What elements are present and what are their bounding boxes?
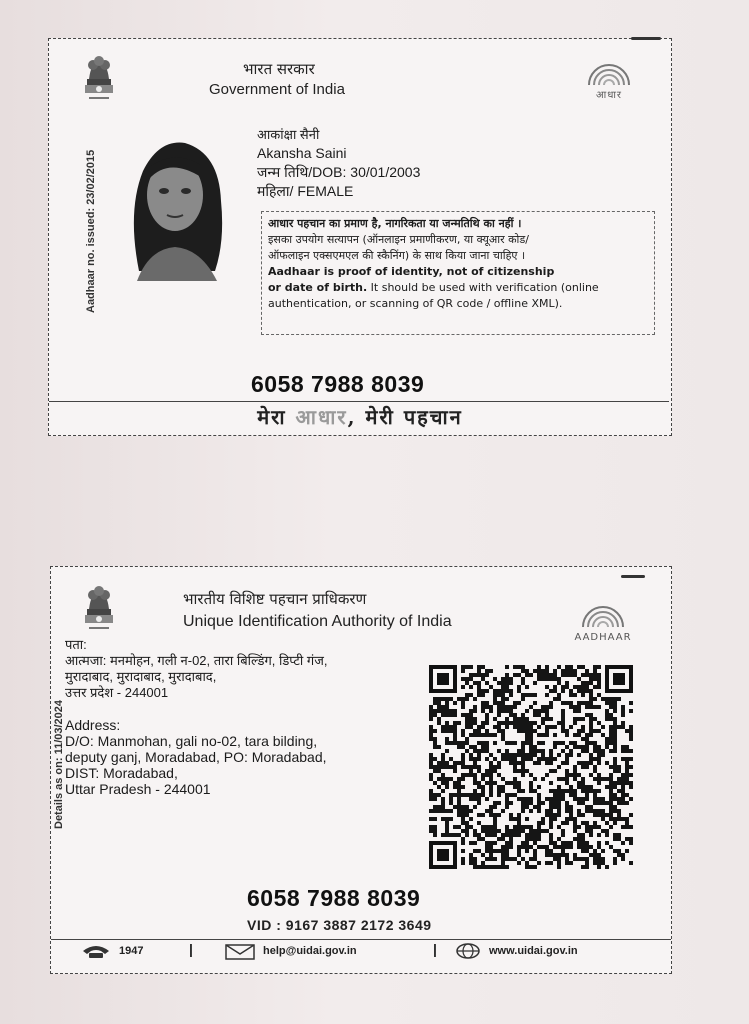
notice-hindi-line-2: इसका उपयोग सत्यापन (ऑनलाइन प्रमाणीकरण, या क्यूआर कोड/ — [268, 233, 529, 246]
aadhaar-card-front — [48, 38, 672, 436]
holder-photo — [109, 131, 237, 281]
government-english: Government of India — [209, 81, 345, 98]
aadhaar-logo-text: AADHAAR — [574, 632, 632, 643]
corner-mark — [621, 575, 645, 578]
aadhaar-logo — [573, 597, 633, 643]
aadhaar-card-back — [50, 566, 672, 974]
helpline-number: 1947 — [119, 945, 144, 957]
contact-footer — [51, 939, 671, 965]
fingerprint-sun-icon — [579, 55, 639, 89]
qr-code — [429, 665, 633, 869]
aadhaar-number: 6058 7988 8039 — [251, 371, 425, 397]
address-english-line: DIST: Moradabad, — [65, 765, 178, 781]
notice-english-line-3: authentication, or scanning of QR code / offline XML). — [268, 297, 563, 310]
phone-icon — [81, 943, 111, 959]
identity-notice-box — [261, 211, 655, 335]
notice-english-bold-1: Aadhaar is proof of identity, not of citizenship — [268, 265, 555, 278]
notice-english-line-1 — [268, 264, 648, 280]
slogan-part-3: , मेरी पहचान — [347, 405, 463, 429]
notice-hindi-line-3: ऑफलाइन एक्सएमएल की स्कैनिंग) के साथ किया जाना चाहिए । — [268, 249, 526, 262]
address-hindi-line: उत्तर प्रदेश - 244001 — [65, 685, 169, 700]
address-label-english: Address: — [65, 717, 121, 733]
help-email: help@uidai.gov.in — [263, 945, 357, 957]
national-emblem-icon — [79, 49, 119, 107]
name-hindi: आकांक्षा सैनी — [257, 127, 320, 142]
slogan — [49, 403, 671, 430]
address-english-line: deputy ganj, Moradabad, PO: Moradabad, — [65, 749, 327, 765]
address-hindi-line: मुरादाबाद, मुरादाबाद, मुरादाबाद, — [65, 669, 217, 684]
slogan-part-1: मेरा — [257, 405, 296, 429]
address-label-hindi: पता: — [65, 637, 87, 652]
address-english — [65, 717, 327, 797]
details-date-vertical: Details as on: 11/03/2024 — [53, 699, 65, 829]
authority-hindi: भारतीय विशिष्ट पहचान प्राधिकरण — [183, 590, 367, 608]
address-english-line: D/O: Manmohan, gali no-02, tara bilding, — [65, 733, 318, 749]
notice-english-bold-2: or date of birth. — [268, 281, 368, 294]
issued-date-vertical: Aadhaar no. issued: 23/02/2015 — [85, 149, 97, 313]
name-english: Akansha Saini — [257, 145, 347, 161]
slogan-divider — [49, 401, 669, 402]
national-emblem-icon — [79, 579, 119, 637]
gender: महिला/ FEMALE — [257, 183, 354, 199]
virtual-id: VID : 9167 3887 2172 3649 — [247, 917, 432, 933]
fingerprint-sun-icon — [573, 597, 633, 631]
address-hindi — [65, 637, 328, 701]
notice-english-rest-2: It should be used with verification (online — [367, 281, 599, 294]
separator: | — [189, 941, 193, 957]
government-hindi: भारत सरकार — [243, 60, 315, 78]
personal-details — [257, 125, 420, 201]
authority-english: Unique Identification Authority of India — [183, 613, 452, 630]
corner-mark — [631, 37, 661, 40]
website: www.uidai.gov.in — [489, 945, 578, 957]
address-english-line: Uttar Pradesh - 244001 — [65, 781, 211, 797]
notice-hindi-line-1: आधार पहचान का प्रमाण है, नागरिकता या जन्मतिथि का नहीं । — [268, 217, 522, 230]
notice-english-line-2 — [268, 280, 648, 296]
date-of-birth: जन्म तिथि/DOB: 30/01/2003 — [257, 164, 421, 180]
mail-icon — [225, 944, 255, 960]
slogan-part-2: आधार — [295, 405, 348, 429]
address-hindi-line: आत्मजा: मनमोहन, गली न-02, तारा बिल्डिंग, डिप्टी गंज, — [65, 653, 328, 668]
aadhaar-number: 6058 7988 8039 — [247, 885, 421, 911]
aadhaar-logo-text: आधार — [595, 90, 623, 101]
portrait-photo — [109, 131, 237, 281]
globe-icon — [455, 943, 481, 959]
aadhaar-logo — [579, 55, 639, 101]
separator: | — [433, 941, 437, 957]
